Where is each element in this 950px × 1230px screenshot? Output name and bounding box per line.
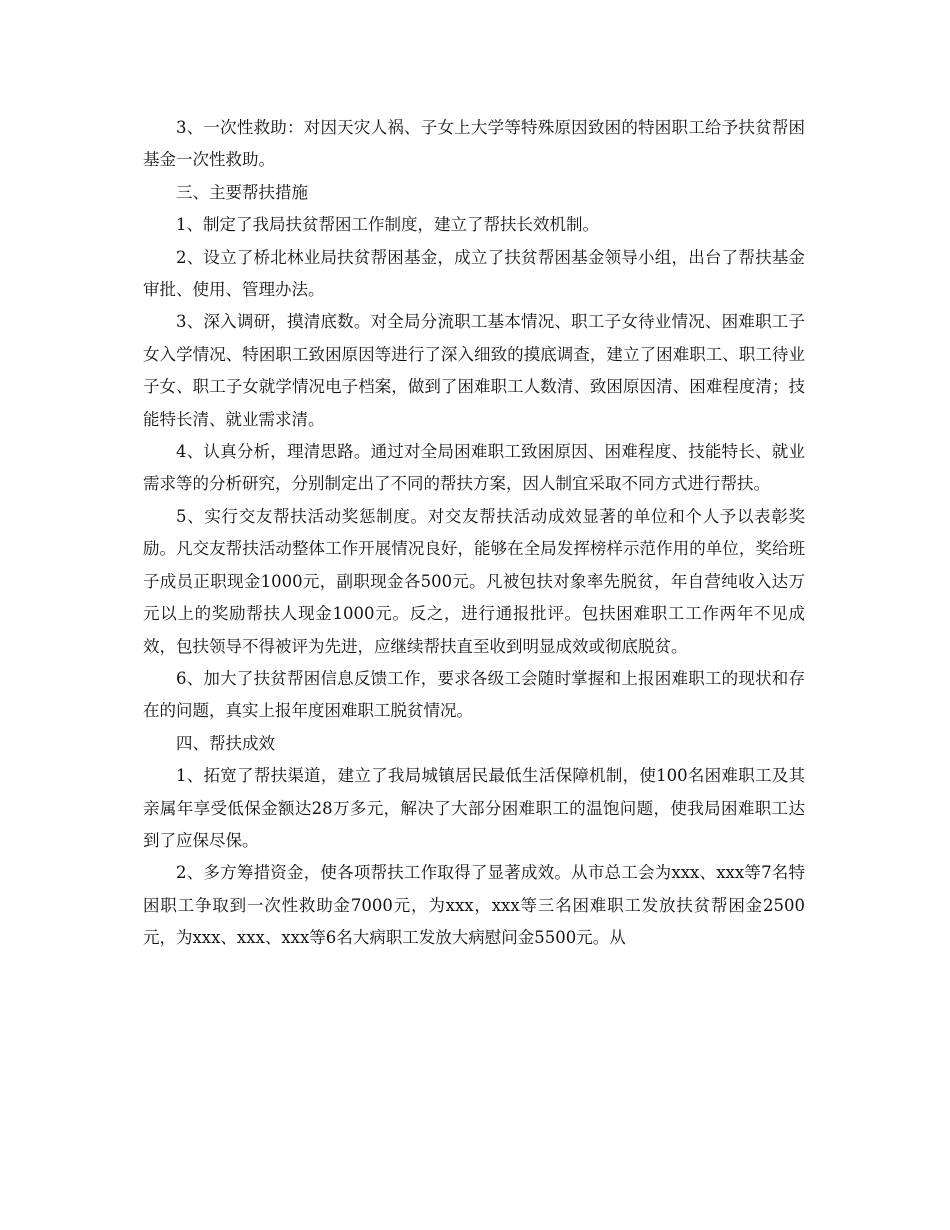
section-heading-measures: 三、主要帮扶措施 — [176, 182, 308, 202]
paragraph-measure-2: 2、设立了桥北林业局扶贫帮困基金，成立了扶贫帮困基金领导小组，出台了帮扶基金审批、使用、管理办法。 — [143, 247, 805, 300]
paragraph-measure-6: 6、加大了扶贫帮困信息反馈工作，要求各级工会随时掌握和上报困难职工的现状和存在的问题，真实上报年度困难职工脱贫情况。 — [143, 668, 805, 721]
body-text — [143, 112, 805, 955]
paragraph-measure-1: 1、制定了我局扶贫帮困工作制度，建立了帮扶长效机制。 — [176, 215, 599, 235]
section-heading-results: 四、帮扶成效 — [176, 733, 275, 753]
paragraph-result-1: 1、拓宽了帮扶渠道，建立了我局城镇居民最低生活保障机制，使100名困难职工及其亲属年享受低保金额达28万多元，解决了大部分困难职工的温饱问题，使我局困难职工达到了应保尽保。 — [143, 766, 805, 850]
paragraph-onetime-relief: 3、一次性救助：对因天灾人祸、子女上大学等特殊原因致困的特困职工给予扶贫帮困基金一次性救助。 — [143, 118, 805, 170]
paragraph-measure-5: 5、实行交友帮扶活动奖惩制度。对交友帮扶活动成效显著的单位和个人予以表彰奖励。凡交友帮扶活动整体工作开展情况良好，能够在全局发挥榜样示范作用的单位，奖给班子成员正职现金1000元，副职现金各500元。凡被包扶对象率先脱贫，年自营纯收入达万元以上的奖励帮扶人现金1000元。反之，进行通报批评。包扶困难职工工作两年不见成效，包扶领导不得被评为先进，应继续帮扶直至收到明显成效或彻底脱贫。 — [143, 506, 805, 656]
paragraph-measure-4: 4、认真分析，理清思路。通过对全局困难职工致困原因、困难程度、技能特长、就业需求等的分析研究，分别制定出了不同的帮扶方案，因人制宜采取不同方式进行帮扶。 — [143, 442, 805, 494]
paragraph-measure-3: 3、深入调研，摸清底数。对全局分流职工基本情况、职工子女待业情况、困难职工子女入学情况、特困职工致困原因等进行了深入细致的摸底调查，建立了困难职工、职工待业子女、职工子女就学情况电子档案，做到了困难职工人数清、致困原因清、困难程度清；技能特长清、就业需求清。 — [143, 312, 805, 429]
paragraph-result-2: 2、多方筹措资金，使各项帮扶工作取得了显著成效。从市总工会为xxx、xxx等7名特困职工争取到一次性救助金7000元，为xxx，xxx等三名困难职工发放扶贫帮困金2500元，为xxx、xxx、xxx等6名大病职工发放大病慰问金5500元。从 — [143, 863, 805, 948]
